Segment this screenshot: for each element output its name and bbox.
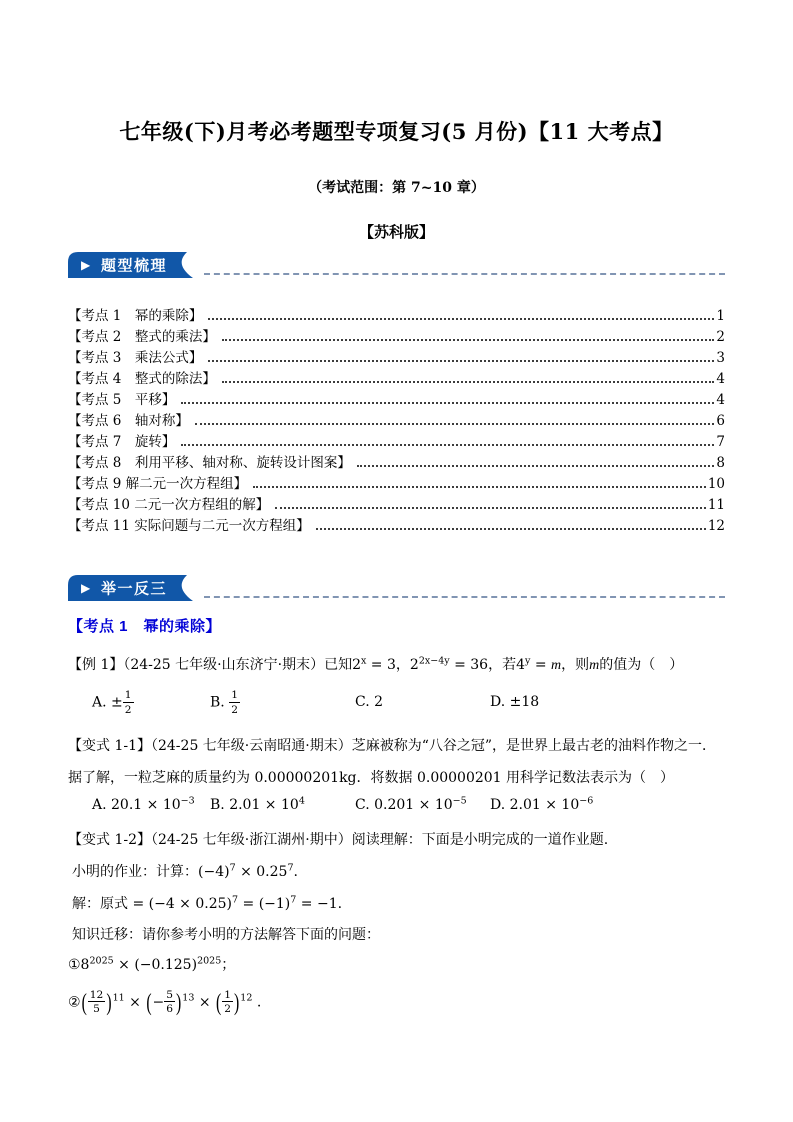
dot-leader [222,381,715,383]
toc-item-label: 【考点 1 幂的乘除】 [68,308,203,324]
dot-leader [181,402,714,404]
toc-item-label: 【考点 10 二元一次方程组的解】 [68,497,270,513]
practice-banner-row [68,575,725,601]
toc-item [68,304,725,325]
play-triangle-icon: ▶ [81,258,91,272]
dot-leader [316,528,706,530]
variant12-transfer-line: 知识迁移：请你参考小明的方法解答下面的问题： [72,927,380,943]
play-triangle-icon: ▶ [81,581,91,595]
edition-label: 【苏科版】 [358,223,434,241]
example1-stem: 【例 1】（24-25 七年级·山东济宁·期末）已知$2^x = 3$，$2^{2x-4y} = 36$，若$4^y = m$，则m的值为（ ） [68,655,684,673]
toc-item-label: 【考点 7 旋转】 [68,434,176,450]
example1-options [68,688,725,716]
variant12-solution-line: 解：原式 = $(-4 \times 0.25)^7 = (-1)^7 = -1$. [72,894,343,912]
toc-item [68,388,725,409]
toc-page-number: 2 [716,329,725,345]
toc-item-label: 【考点 3 乘法公式】 [68,350,203,366]
practice-banner [68,575,200,601]
toc-page-number: 8 [716,455,725,471]
toc-item-label: 【考点 5 平移】 [68,392,176,408]
fraction: $\frac{1}{2}$ [224,988,232,1016]
answer-option: B. $\frac{1}{2}$ [210,688,238,716]
dot-leader [208,360,714,362]
outline-banner [68,252,200,278]
toc-page-number: 3 [716,350,725,366]
toc-item-label: 【考点 6 轴对称】 [68,413,189,429]
dot-leader [195,423,715,425]
toc-page-number: 11 [707,497,725,513]
section-heading-kaodian1: 【考点 1 幂的乘除】 [68,618,222,635]
practice-banner-title: 举一反三 [101,580,168,598]
answer-option: A. $20.1 \times 10^{-3}$ [92,795,195,813]
toc-page-number: 7 [716,434,725,450]
answer-option: D. ±18 [490,694,540,710]
toc-item-label: 【考点 2 整式的乘法】 [68,329,216,345]
variant12-stem: 【变式 1-2】（24-25 七年级·浙江湖州·期中）阅读理解：下面是小明完成的一道作业题. [68,832,609,848]
toc-item-label: 【考点 9 解二元一次方程组】 [68,476,248,492]
page-title: 七年级(下)月考必考题型专项复习(5 月份)【11 大考点】 [119,119,674,144]
toc-item-label: 【考点 8 利用平移、轴对称、旋转设计图案】 [68,455,351,471]
answer-option: C. $0.201 \times 10^{-5}$ [355,795,467,813]
toc-page-number: 10 [707,476,725,492]
variant12-item2: ②( $\frac{12}{5}$ )$^{11}$ × (− $\frac{5}{6}$ )$^{13}$ × ( $\frac{1}{2}$ )$^{12}$ . [68,988,262,1016]
toc-page-number: 12 [707,518,725,534]
exam-scope: （考试范围：第 7~10 章） [308,180,485,196]
variant11-stem: 【变式 1-1】（24-25 七年级·云南昭通·期末）芝麻被称为“八谷之冠”，是世界上最古老的油料作物之一．据了解，一粒芝麻的质量约为 0.00000201kg．将数据 0.00000201 用科学记数法表示为（ ） [68,738,717,786]
toc-item [68,346,725,367]
dot-leader [181,444,714,446]
toc-item [68,514,725,535]
toc-item [68,325,725,346]
toc-item-label: 【考点 11 实际问题与二元一次方程组】 [68,518,310,534]
dashed-rule [204,273,725,275]
toc-item [68,472,725,493]
toc-item [68,430,725,451]
toc-item-label: 【考点 4 整式的除法】 [68,371,216,387]
dashed-rule [204,596,725,598]
dot-leader [222,339,715,341]
outline-banner-title: 题型梳理 [101,257,168,275]
fraction: $\frac{1}{2}$ [124,688,132,716]
dot-leader [275,507,706,509]
toc-page-number: 6 [716,413,725,429]
variant12-item1: $①8^{2025} \times (-0.125)^{2025}$； [68,955,236,973]
fraction: $\frac{5}{6}$ [166,988,174,1016]
outline-banner-row [68,252,725,278]
answer-option: A. ± $\frac{1}{2}$ [92,688,132,716]
answer-option: D. $2.01 \times 10^{-6}$ [490,795,594,813]
dot-leader [253,486,706,488]
answer-option: B. $2.01 \times 10^4$ [210,795,305,813]
toc-page-number: 4 [716,371,725,387]
answer-option: C. 2 [355,694,384,710]
dot-leader [357,465,715,467]
toc-item [68,409,725,430]
toc-item [68,451,725,472]
dot-leader [208,318,714,320]
toc-page-number: 4 [716,392,725,408]
fraction: $\frac{12}{5}$ [89,988,104,1016]
toc-item [68,493,725,514]
variant12-work-line: 小明的作业：计算：$(-4)^7 \times 0.25^7$. [72,862,298,880]
toc-page-number: 1 [716,308,725,324]
toc-list [68,304,725,535]
fraction: $\frac{1}{2}$ [231,688,238,716]
variant11-options [68,794,725,816]
toc-item [68,367,725,388]
